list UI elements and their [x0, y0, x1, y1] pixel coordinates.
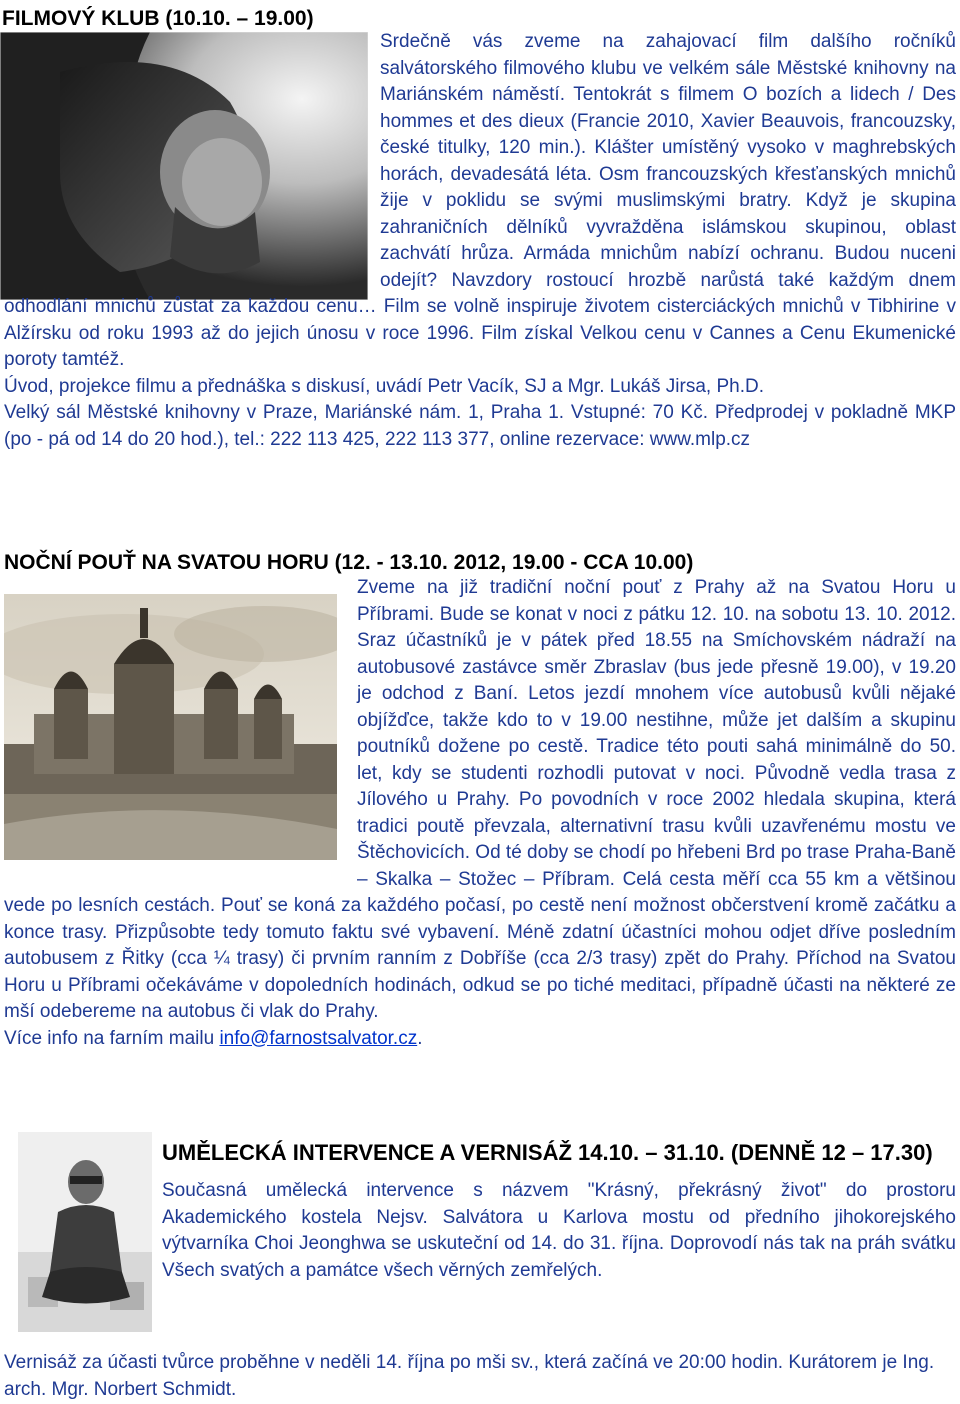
pilgrimage-description: [4, 575, 956, 1026]
more-info-suffix: .: [417, 1027, 423, 1049]
artist-photo-graphic: [18, 1132, 152, 1332]
church-photo-float-spacer: [4, 575, 357, 867]
film-club-heading-text: FILMOVÝ KLUB (10.10. – 19.00): [2, 7, 314, 30]
artist-photo: [18, 1132, 152, 1332]
film-club-body: [4, 29, 956, 453]
art-intervention-body: [162, 1139, 956, 1284]
more-info-prefix: Více info na farním mailu: [4, 1027, 220, 1049]
film-club-description: [4, 29, 956, 374]
pilgrimage-description-text: Zveme na již tradiční noční pouť z Prahy až na Svatou Horu u Příbrami. Bude se konat v noci z pátku 12. 10. na sobotu 13. 10. 2012. Sraz účastníků je v pátek před 18.55 na Smíchovském nádraží na autobusové zastávce směr Zbraslav (bus jede přesně 19.00), v 19.20 je odchod z Baní. Letos jezdí mnohem více autobusů kvůli nějaké objížďce, takže kdo to v 19.00 nestihne, může jet dalším a skupinu poutníků dožene po cestě. Tradice této pouti sahá minimálně do 50. let, kdy se studenti rozhodli putovat v noci. Původně vedla trasa z Jílového u Prahy. Po povodních v roce 2002 hledala skupina, která tradici poutě převzala, alternativní trasu kvůli uzavřenému mostu ve Štěchovicích. Od té doby se chodí po hřebeni Brd po trase Praha-Baně – Skalka – Stožec – Příbram. Celá cesta měří cca 55 km a většinou vede po lesních cestách. Pouť se koná za každého počasí, po cestě není možnost občerstvení kromě začátku a konce trasy. Přizpůsobte tedy tomuto faktu své vybavení. Méně zdatní účastníci mohou odjet dříve posledním autobusem z Řitky (cca ¼ trasy) či prvním ranním z Dobříše (cca 2/3 trasy) zpět do Prahy. Příchod na Svatou Horu u Příbrami očekáváme v dopoledních hodinách, odkud se po tiché meditaci, případně účasti na některé ze mší odebereme na autobus či vlak do Prahy.: [4, 577, 956, 1022]
film-club-description-text: Srdečně vás zveme na zahajovací film dalšího ročníků salvátorského filmového klubu ve velkém sále Městské knihovny na Mariánském náměstí. Tentokrát s filmem O bozích a lidech / Des hommes et des dieux (Francie 2010, Xavier Beauvois, francouzsky, české titulky, 120 min.). Klášter umístěný vysoko v maghrebských horách, devadesátá léta. Osm francouzských křesťanských mnichů žije v poklidu se svými muslimskými bratry. Když je skupina zahraničních dělníků vyvražděna islámskou skupinou, oblast zachvátí hrůza. Armáda mnichům nabízí ochranu. Budou nuceni odejít? Navzdory rostoucí hrozbě narůstá také každým dnem odhodlání mnichů zůstat za každou cenu… Film se volně inspiruje životem cisterciáckých mnichů v Tibhirine v Alžírsku od roku 1993 až do jejich únosu v roce 1996. Film získal Velkou cenu v Cannes a Cenu Ekumenické poroty tamtéž.: [4, 31, 956, 370]
vernissage-info: Vernisáž za účasti tvůrce proběhne v neděli 14. října po mši sv., která začíná ve 20:00 hodin. Kurátorem je Ing. arch. Mgr. Norbert Schmidt.: [4, 1352, 935, 1400]
pilgrimage-heading: [4, 550, 693, 576]
art-intervention-heading-text: UMĚLECKÁ INTERVENCE A VERNISÁŽ 14.10. – 31.10. (DENNĚ 12 – 17.30): [162, 1140, 933, 1165]
photo-float-spacer: [4, 29, 380, 293]
pilgrimage-body: [4, 575, 956, 1052]
art-intervention-description: Současná umělecká intervence s názvem "Krásný, překrásný život" do prostoru Akademického kostela Nejsv. Salvátora u Karlova mostu od předního jihokorejského výtvarníka Choi Jeonghwa se uskuteční od 14. do 31. října. Doprovodí nás tak na práh svátku Všech svatých a památce všech věrných zemřelých.: [162, 1180, 956, 1281]
art-intervention-heading: [162, 1139, 956, 1167]
film-club-venue: Velký sál Městské knihovny v Praze, Mariánské nám. 1, Praha 1. Vstupné: 70 Kč. Předprodej v pokladně MKP (po - pá od 14 do 20 hod.), tel.: 222 113 425, 222 113 377, online rezervace: www.mlp.cz: [4, 402, 956, 450]
film-club-intro: Úvod, projekce filmu a přednáška s diskusí, uvádí Petr Vacík, SJ a Mgr. Lukáš Jirsa, Ph.D.: [4, 375, 764, 397]
parish-email-link[interactable]: info@farnostsalvator.cz: [219, 1027, 418, 1049]
pilgrimage-more-info: [4, 1026, 956, 1053]
pilgrimage-heading-text: NOČNÍ POUŤ NA SVATOU HORU (12. - 13.10. 2012, 19.00 - CCA 10.00): [4, 551, 694, 574]
